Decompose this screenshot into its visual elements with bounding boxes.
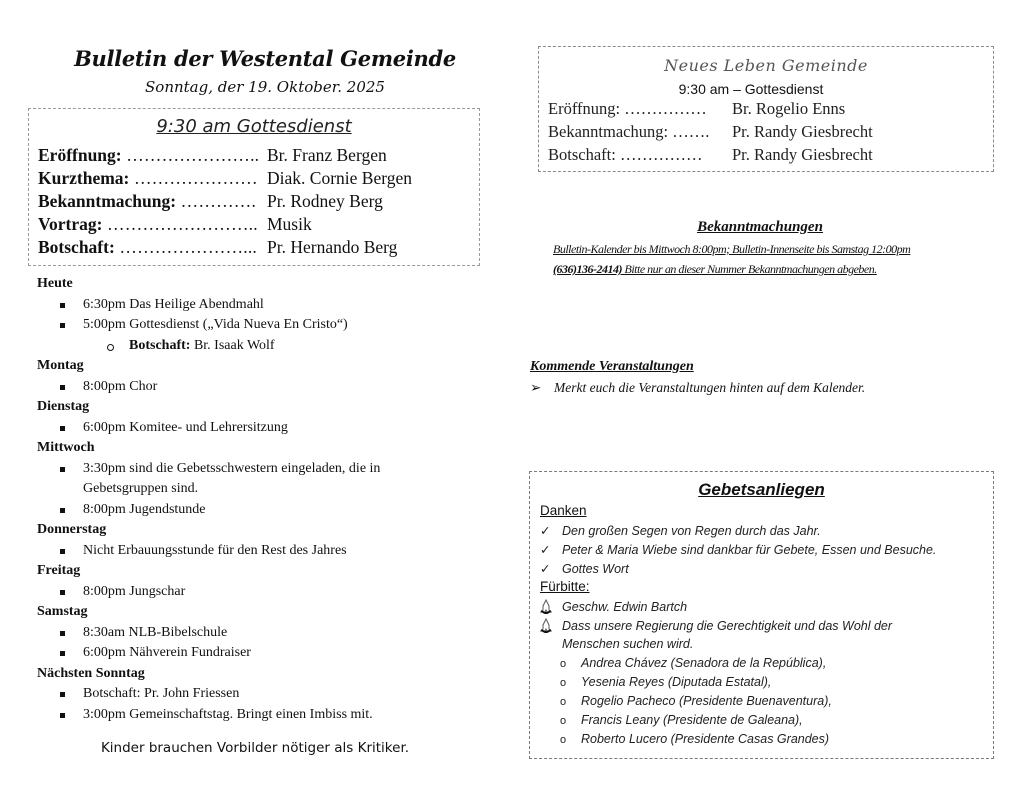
schedule-item: 8:00pm Jungschar [37, 582, 467, 603]
checkmark-icon: ✓ [540, 562, 551, 576]
announcements-deadlines: Bulletin-Kalender bis Mittwoch 8:00pm; Bulletin-Innenseite bis Samstag 12:00pm [553, 242, 911, 256]
dot-leader: …………… [615, 145, 703, 164]
subitem-text: Br. Isaak Wolf [190, 337, 275, 353]
circle-bullet-icon: o [560, 658, 567, 670]
schedule-item: 6:00pm Komitee- und Lehrersitzung [37, 418, 467, 439]
prayer-title: Gebetsanliegen [698, 480, 825, 499]
events-text: Merkt euch die Veranstaltungen hinten auf dem Kalender. [554, 380, 866, 395]
praying-hands-icon [540, 618, 562, 633]
thanks-item [540, 561, 629, 576]
schedule-item: Nicht Erbauungsstunde für den Rest des Jahres [37, 541, 467, 562]
dot-leader: …………………….. [102, 214, 258, 234]
day-heading: Dienstag [37, 399, 90, 414]
service-role: Eröffnung: [548, 99, 621, 118]
service-heading: 9:30 am Gottesdienst [156, 116, 352, 137]
official-item [560, 694, 832, 708]
service-row [548, 122, 709, 142]
thanks-item [540, 523, 821, 538]
official-name: Francis Leany (Presidente de Galeana), [581, 713, 803, 727]
thanks-text: Gottes Wort [562, 562, 629, 576]
schedule-item: 3:30pm sind die Gebetsschwestern eingeladen, die in Gebetsgruppen sind. [37, 459, 453, 500]
service-row [548, 99, 707, 119]
weekly-schedule [37, 274, 467, 725]
day-heading: Heute [37, 276, 73, 291]
service-role: Vortrag: [38, 214, 103, 234]
dot-leader: …………………... [114, 237, 257, 257]
intercession-text: Dass unsere Regierung die Gerechtigkeit und das Wohl der [562, 619, 893, 633]
quote: Kinder brauchen Vorbilder nötiger als Kritiker. [100, 740, 410, 756]
service-role: Kurzthema: [38, 168, 130, 188]
events-title: Kommende Veranstaltungen [530, 359, 694, 374]
schedule-item: 8:30am NLB-Bibelschule [37, 623, 467, 644]
service-person: Diak. Cornie Bergen [267, 168, 412, 188]
official-item [560, 732, 829, 746]
schedule-item: 5:00pm Gottesdienst („Vida Nueva En Cristo“) [37, 315, 467, 336]
subitem-label: Botschaft: [129, 337, 191, 353]
dot-leader: ………………… [129, 168, 258, 188]
service-row [38, 214, 258, 235]
circle-bullet-icon: o [560, 677, 567, 689]
service-row [38, 237, 257, 258]
day-heading: Donnerstag [37, 522, 107, 537]
service-person: Pr. Rodney Berg [267, 191, 383, 211]
service-row [38, 191, 256, 212]
service-role: Botschaft: [548, 145, 616, 164]
schedule-item: 8:00pm Jugendstunde [37, 500, 467, 521]
service-row [38, 145, 259, 166]
official-item [560, 713, 803, 727]
schedule-item: 6:30pm Das Heilige Abendmahl [37, 295, 467, 316]
neues-leben-box [538, 46, 994, 172]
bulletin-date: Sonntag, der 19. Oktober. 2025 [145, 78, 385, 96]
circle-bullet-icon: o [560, 734, 567, 746]
prayer-requests-box [529, 471, 994, 759]
service-person: Pr. Hernando Berg [267, 237, 398, 257]
neues-leben-subheading: 9:30 am – Gottesdienst [678, 81, 824, 97]
intercession-text: Menschen suchen wird. [562, 637, 694, 651]
checkmark-icon: ✓ [540, 543, 551, 557]
service-person: Pr. Randy Giesbrecht [732, 122, 873, 141]
thanks-text: Peter & Maria Wiebe sind dankbar für Gebete, Essen und Besuche. [562, 543, 937, 557]
dot-leader: …………… [620, 99, 707, 118]
day-heading: Mittwoch [37, 440, 95, 455]
service-role: Bekanntmachung: [38, 191, 177, 211]
official-item [560, 656, 826, 670]
circle-bullet-icon: o [560, 715, 567, 727]
service-role: Eröffnung: [38, 145, 122, 165]
service-person: Pr. Randy Giesbrecht [732, 145, 873, 164]
service-person: Musik [267, 214, 312, 234]
day-heading: Nächsten Sonntag [37, 665, 145, 681]
schedule-item: 8:00pm Chor [37, 377, 467, 398]
intercession-text: Geschw. Edwin Bartch [562, 600, 688, 614]
intercession-label: Fürbitte: [540, 579, 590, 594]
praying-hands-icon [540, 599, 562, 614]
announcements-contact [553, 262, 877, 277]
dot-leader: ……. [668, 122, 710, 141]
service-row [548, 145, 702, 165]
announcements-note: Bitte nur an dieser Nummer Bekanntmachungen abgeben. [621, 262, 877, 276]
service-role: Botschaft: [38, 237, 115, 257]
service-person: Br. Franz Bergen [267, 145, 387, 165]
intercession-item-continued [540, 637, 693, 651]
thanks-label: Danken [540, 503, 587, 518]
service-role: Bekanntmachung: [548, 122, 669, 141]
official-name: Roberto Lucero (Presidente Casas Grandes) [581, 732, 830, 746]
official-name: Yesenia Reyes (Diputada Estatal), [581, 675, 772, 689]
intercession-item [540, 618, 892, 633]
intercession-item [540, 599, 687, 614]
day-heading: Samstag [37, 604, 88, 619]
schedule-item: 6:00pm Nähverein Fundraiser [37, 643, 467, 664]
thanks-text: Den großen Segen von Regen durch das Jahr. [562, 524, 821, 538]
official-name: Andrea Chávez (Senadora de la República), [581, 656, 827, 670]
official-name: Rogelio Pacheco (Presidente Buenaventura), [581, 694, 832, 708]
day-heading: Montag [37, 358, 84, 373]
westental-service-box [28, 108, 480, 266]
day-heading: Freitag [37, 563, 81, 578]
dot-leader: …………. [176, 191, 257, 211]
circle-bullet-icon: o [560, 696, 567, 708]
dot-leader: ………………….. [121, 145, 260, 165]
announcements-title: Bekanntmachungen [697, 219, 823, 235]
service-person: Br. Rogelio Enns [732, 99, 846, 118]
schedule-subitem [37, 336, 467, 357]
schedule-item: 3:00pm Gemeinschaftstag. Bringt einen Imbiss mit. [37, 705, 467, 726]
events-item [530, 380, 865, 396]
thanks-item [540, 542, 936, 557]
arrow-bullet-icon: ➢ [530, 380, 542, 395]
service-row [38, 168, 258, 189]
schedule-item: Botschaft: Pr. John Friessen [37, 684, 467, 705]
official-item [560, 675, 771, 689]
neues-leben-heading: Neues Leben Gemeinde [664, 56, 868, 75]
announcements-phone: (636)136-2414) [553, 262, 622, 276]
bulletin-title: Bulletin der Westental Gemeinde [74, 46, 456, 71]
checkmark-icon: ✓ [540, 524, 551, 538]
